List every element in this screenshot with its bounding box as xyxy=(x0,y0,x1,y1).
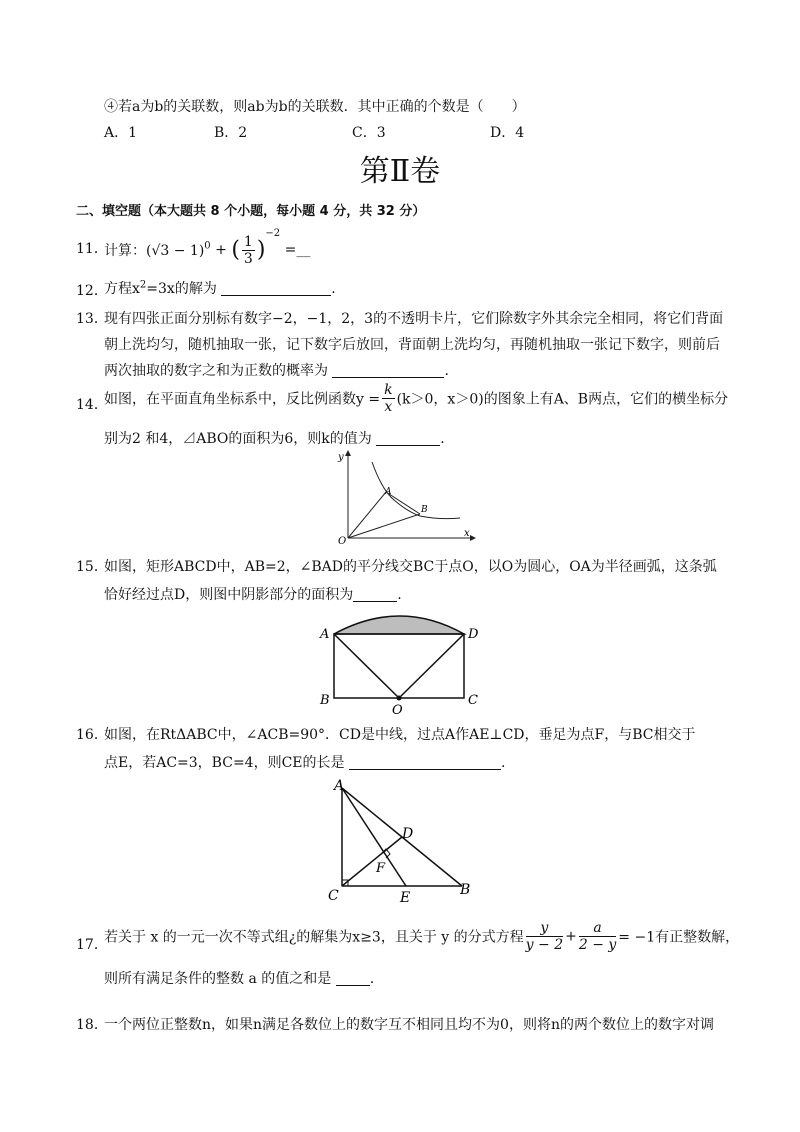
q11-plus: + xyxy=(215,242,227,258)
q15-fig-d: D xyxy=(468,627,479,642)
q11-tail: =__ xyxy=(284,242,311,258)
q15-line2 xyxy=(104,584,402,604)
q11-expr: 计算：(√3 − 1) xyxy=(104,243,205,259)
q17-f1-num: y xyxy=(526,920,563,937)
q11-sup-zero: 0 xyxy=(204,240,211,252)
q16-fig-f: F xyxy=(376,861,386,876)
q10-option-c: C．3 xyxy=(352,125,386,141)
q14-line2-text: 别为2 和4，⊿ABO的面积为6，则k的值为 xyxy=(104,431,372,447)
q17-line1b: = −1有正整数解， xyxy=(618,929,740,946)
q17-line2-text: 则所有满足条件的整数 a 的值之和是 xyxy=(104,971,332,987)
q10-option-d: D．4 xyxy=(490,125,525,141)
q13-line3-text: 两次抽取的数字之和为正数的概率为 xyxy=(104,363,328,379)
q11-text: 计算：$(√3 - 1)^0$ + ( $\frac{1}{3}$ )$^{-2}$ =__ xyxy=(104,228,311,267)
q14-line1a: 如图，在平面直角坐标系中，反比例函数y = xyxy=(104,391,381,408)
q12-end: . xyxy=(331,281,336,297)
q11-frac-num: 1 xyxy=(243,233,253,250)
q15-answer-blank[interactable] xyxy=(353,587,397,602)
q13-line1: 现有四张正面分别标有数字−2，−1，2，3的不透明卡片，它们除数字外其余完全相同，将它们背面 xyxy=(104,311,724,327)
q15-fig-a: A xyxy=(320,627,330,642)
q17-f1-den: y − 2 xyxy=(525,937,564,953)
q13-line3 xyxy=(104,360,449,380)
q14-frac-num: k xyxy=(384,382,393,398)
q16-number: 16． xyxy=(76,727,108,743)
q10-option-a: A．1 xyxy=(104,125,138,141)
q14-fig-a: A xyxy=(385,487,392,497)
q16-answer-blank[interactable] xyxy=(349,755,501,770)
q17-fraction-1 xyxy=(526,920,563,953)
q12-text xyxy=(104,278,336,298)
section-heading: 二、填空题（本大题共 8 个小题，每小题 4 分，共 32 分） xyxy=(76,204,426,219)
q11-number: 11． xyxy=(76,241,108,257)
q14-figure xyxy=(330,448,480,548)
q15-line1: 如图，矩形ABCD中，AB=2，∠BAD的平分线交BC于点O，以O为圆心，OA为半径画弧，这条弧 xyxy=(104,559,717,575)
q14-frac-den: x xyxy=(384,399,393,415)
q17-f2-num: a xyxy=(579,920,616,937)
q14-fraction xyxy=(382,382,394,415)
q10-item4: ④若a为b的关联数，则ab为b的关联数．其中正确的个数是（ ） xyxy=(104,99,526,115)
q15-line2-text: 恰好经过点D，则图中阴影部分的面积为 xyxy=(104,587,354,603)
q17-number: 17． xyxy=(76,937,108,953)
q17-plus: + xyxy=(565,928,577,945)
q14-fig-b: B xyxy=(421,505,428,515)
q12-sup: 2 xyxy=(139,279,147,291)
q17-line2 xyxy=(104,968,374,988)
q14-line1b: (k＞0，x＞0)的图象上有A、B两点，它们的横坐标分 xyxy=(396,391,729,408)
q15-end: . xyxy=(397,587,402,603)
q16-fig-d: D xyxy=(402,826,414,842)
q14-fig-o: O xyxy=(338,536,347,547)
q18-line1: 一个两位正整数n，如果n满足各数位上的数字互不相同且均不为0，则将n的两个数位上的数字对调 xyxy=(104,1017,714,1033)
q16-fig-a: A xyxy=(334,778,345,794)
section-title: 第Ⅱ卷 xyxy=(359,154,441,189)
q11-sup: −2 xyxy=(265,228,281,239)
q14-answer-blank[interactable] xyxy=(376,431,440,446)
q18-number: 18． xyxy=(76,1017,108,1033)
q14-fig-y: y xyxy=(338,452,344,463)
q16-end: . xyxy=(500,755,506,771)
q12-text-a: 方程x xyxy=(104,281,140,297)
q17-end: . xyxy=(369,971,375,987)
q13-line2: 朝上洗均匀，随机抽取一张，记下数字后放回，背面朝上洗均匀，再随机抽取一张记下数字，则前后 xyxy=(104,337,720,353)
q15-number: 15． xyxy=(76,559,108,575)
q17-fraction-2 xyxy=(579,920,616,953)
q16-fig-b: B xyxy=(460,882,471,898)
q11-fraction xyxy=(242,234,255,267)
q14-fig-x: x xyxy=(464,528,470,539)
q14-end: . xyxy=(440,431,445,447)
q13-answer-blank[interactable] xyxy=(332,363,444,378)
q10-option-b: B．2 xyxy=(214,125,248,141)
q16-line1: 如图，在RtΔABC中，∠ACB=90°．CD是中线，过点A作AE⊥CD，垂足为点F，与BC相交于 xyxy=(104,727,696,743)
q13-number: 13． xyxy=(76,311,108,327)
q17-line1a: 若关于 x 的一元一次不等式组¿的解集为x≥3，且关于 y 的分式方程 xyxy=(104,929,524,946)
q14-line1 xyxy=(104,382,728,415)
q15-fig-c: C xyxy=(468,693,478,708)
q12-answer-blank[interactable] xyxy=(221,281,331,296)
q15-figure xyxy=(318,604,498,714)
q17-f2-den: 2 − y xyxy=(578,937,617,953)
q17-line1 xyxy=(104,920,739,953)
q15-fig-b: B xyxy=(320,693,330,708)
q16-figure xyxy=(326,776,486,906)
q16-fig-c: C xyxy=(328,888,339,904)
q12-number: 12． xyxy=(76,283,108,299)
q14-line2 xyxy=(104,428,445,448)
q15-fig-o: O xyxy=(392,703,403,714)
q16-line2-text: 点E，若AC=3，BC=4，则CE的长是 xyxy=(104,755,345,771)
q16-line2 xyxy=(104,752,505,772)
q14-number: 14． xyxy=(76,397,108,413)
q12-text-b: =3x的解为 xyxy=(146,281,217,297)
q13-end: . xyxy=(444,363,449,379)
q16-fig-e: E xyxy=(400,890,411,906)
q17-answer-blank[interactable] xyxy=(336,971,370,986)
q11-frac-den: 3 xyxy=(243,250,253,267)
